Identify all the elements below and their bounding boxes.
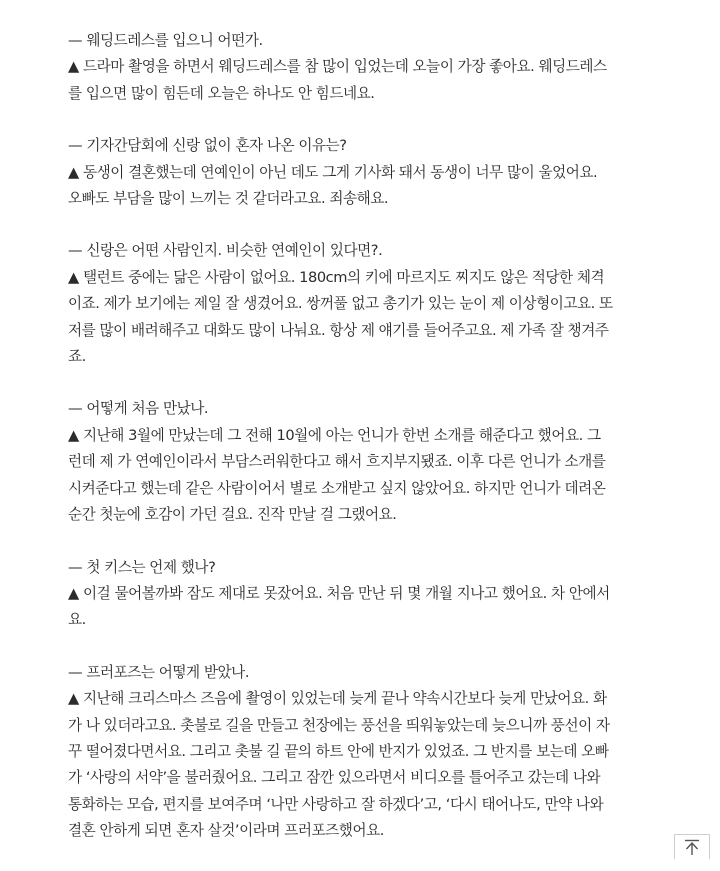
question-line: — 어떻게 처음 만났나. [68, 400, 209, 418]
answer-line: 통화하는 모습, 편지를 보여주며 ‘나만 사랑하고 잘 하겠다’고, ‘다시 태어나도, 만약 나와 [68, 795, 604, 813]
answer-line: 오빠도 부담을 많이 느끼는 것 같더라고요. 죄송해요. [68, 190, 389, 208]
answer-line: ▲ 지난해 크리스마스 즈음에 촬영이 있었는데 늦게 끝나 약속시간보다 늦게 만났어요. 화 [68, 690, 607, 708]
answer-line: ▲ 지난해 3월에 만났는데 그 전해 10월에 아는 언니가 한번 소개를 해준다고 했어요. 그 [68, 426, 601, 444]
answer-line: 저를 많이 배려해주고 대화도 많이 나눠요. 항상 제 얘기를 들어주고요. 제 가족 잘 챙겨주 [68, 321, 609, 339]
scroll-to-top-button[interactable] [674, 834, 710, 859]
answer-line: 죠. [68, 348, 86, 366]
question-line: — 기자간담회에 신랑 없이 혼자 나온 이유는? [68, 137, 347, 155]
article-body [68, 28, 660, 871]
answer-line: 를 입으면 많이 힘든데 오늘은 하나도 안 힘드네요. [68, 84, 375, 102]
qa-block-groom [68, 238, 660, 370]
answer-line: 가 ‘사랑의 서약’을 불러줬어요. 그리고 잠깐 있으라면서 비디오를 틀어주고 갔는데 나와 [68, 769, 601, 787]
answer-line: 시켜준다고 했는데 같은 사람이어서 별로 소개받고 싶지 않았어요. 하지만 언니가 데려온 [68, 479, 606, 497]
answer-line: 순간 첫눈에 호감이 가던 걸요. 진작 만날 걸 그랬어요. [68, 506, 397, 524]
answer-line: 꾸 떨어졌다면서요. 그리고 촛불 길 끝의 하트 안에 반지가 있었죠. 그 반지를 보는데 오빠 [68, 742, 609, 760]
answer-line: 이죠. 제가 보기에는 제일 잘 생겼어요. 쌍꺼풀 없고 총기가 있는 눈이 제 이상형이고요. 또 [68, 295, 613, 313]
qa-block-alone-reason [68, 133, 660, 212]
answer-line: ▲ 동생이 결혼했는데 연예인이 아닌 데도 그게 기사화 돼서 동생이 너무 많이 울었어요. [68, 163, 598, 181]
question-line: — 웨딩드레스를 입으니 어떤가. [68, 32, 263, 49]
answer-line: 런데 제 가 연예인이라서 부담스러워한다고 해서 흐지부지됐죠. 이후 다른 언니가 소개를 [68, 453, 606, 471]
qa-block-wedding-dress [68, 28, 660, 107]
answer-line: ▲ 드라마 촬영을 하면서 웨딩드레스를 참 많이 입었는데 오늘이 가장 좋아요. 웨딩드레스 [68, 58, 607, 76]
arrow-up-to-top-icon [683, 838, 701, 856]
qa-block-proposal [68, 660, 660, 845]
question-line: — 신랑은 어떤 사람인지. 비슷한 연예인이 있다면?. [68, 242, 383, 260]
question-line: — 첫 키스는 언제 했나? [68, 558, 216, 576]
answer-line: 가 나 있더라고요. 촛불로 길을 만들고 천장에는 풍선을 띄워놓았는데 늦으니까 풍선이 자 [68, 716, 610, 734]
qa-block-first-kiss [68, 555, 660, 634]
question-line: — 프러포즈는 어떻게 받았나. [68, 663, 250, 681]
answer-line: ▲ 이걸 물어볼까봐 잠도 제대로 못잤어요. 처음 만난 뒤 몇 개월 지나고 했어요. 차 안에서 [68, 584, 610, 602]
qa-block-first-meeting [68, 396, 660, 528]
answer-line: ▲ 탤런트 중에는 닮은 사람이 없어요. 180cm의 키에 마르지도 찌지도 않은 적당한 체격 [68, 268, 605, 286]
answer-line: 결혼 안하게 되면 혼자 살것’이라며 프러포즈했어요. [68, 822, 384, 840]
answer-line: 요. [68, 611, 86, 629]
